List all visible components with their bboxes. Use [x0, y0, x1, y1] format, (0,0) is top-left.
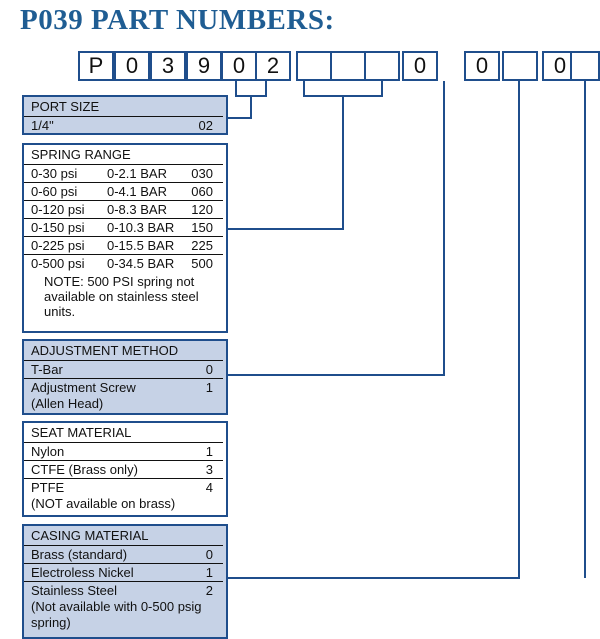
panel-header: CASING MATERIAL	[24, 526, 223, 546]
part-digit-box: 0	[114, 51, 150, 81]
psi-range: 0-60 psi	[31, 184, 78, 199]
psi-range: 0-120 psi	[31, 202, 85, 217]
option-code: 500	[191, 256, 213, 271]
bar-range: 0-4.1 BAR	[107, 184, 167, 199]
option-row	[24, 461, 223, 479]
option-row	[24, 443, 223, 461]
option-code: 02	[198, 118, 213, 133]
option-code: 3	[205, 462, 213, 477]
casing-material-panel	[22, 524, 228, 639]
port-size-panel	[22, 95, 228, 135]
part-digit-box: 9	[186, 51, 222, 81]
spring-range-panel	[22, 143, 228, 333]
part-digit-box: 0	[464, 51, 500, 81]
psi-range: 0-500 psi	[31, 256, 85, 271]
option-code: 030	[191, 166, 213, 181]
option-label: Electroless Nickel	[31, 565, 134, 580]
option-label: Brass (standard)	[31, 547, 128, 562]
option-row	[24, 546, 223, 564]
option-label: T-Bar	[31, 362, 63, 377]
panel-header: ADJUSTMENT METHOD	[24, 341, 223, 361]
option-code: 1	[205, 380, 213, 395]
option-code: 1	[205, 565, 213, 580]
option-label: Stainless Steel	[31, 583, 117, 598]
option-row	[24, 219, 223, 237]
option-row	[24, 201, 223, 219]
option-code: 0	[205, 362, 213, 377]
option-sublabel: (Allen Head)	[31, 396, 104, 411]
option-code: 120	[191, 202, 213, 217]
option-code: 2	[205, 583, 213, 598]
option-row	[24, 479, 223, 512]
psi-range: 0-225 psi	[31, 238, 85, 253]
option-sublabel: (Not available with 0-500 psig spring)	[31, 599, 202, 630]
page-title: P039 PART NUMBERS:	[20, 4, 335, 36]
panel-header: SPRING RANGE	[24, 145, 223, 165]
option-code: 060	[191, 184, 213, 199]
option-row	[24, 183, 223, 201]
option-row	[24, 564, 223, 582]
panel-header: SEAT MATERIAL	[24, 423, 223, 443]
option-label: CTFE (Brass only)	[31, 462, 138, 477]
option-label: Nylon	[31, 444, 65, 459]
psi-range: 0-150 psi	[31, 220, 85, 235]
part-digit-box: P	[78, 51, 114, 81]
option-row	[24, 255, 223, 272]
option-row	[24, 237, 223, 255]
bar-range: 0-34.5 BAR	[107, 256, 175, 271]
adjustment-method-panel	[22, 339, 228, 415]
option-label: 1/4"	[31, 118, 54, 133]
option-label: PTFE	[31, 480, 65, 495]
spring-note: NOTE: 500 PSI spring not available on stainless steel units.	[44, 274, 199, 319]
part-digit-box: 2	[255, 51, 291, 81]
option-code: 0	[205, 547, 213, 562]
panel-header: PORT SIZE	[24, 97, 223, 117]
bar-range: 0-10.3 BAR	[107, 220, 175, 235]
part-digit-box: 0	[542, 51, 578, 81]
option-row	[24, 165, 223, 183]
option-row	[24, 361, 223, 379]
seat-material-panel	[22, 421, 228, 517]
psi-range: 0-30 psi	[31, 166, 78, 181]
part-digit-box: 0	[402, 51, 438, 81]
option-label: Adjustment Screw	[31, 380, 136, 395]
option-row	[24, 117, 223, 134]
part-digit-box: 0	[221, 51, 257, 81]
option-sublabel: (NOT available on brass)	[31, 496, 176, 511]
option-code: 4	[205, 480, 213, 495]
option-code: 1	[205, 444, 213, 459]
option-code: 150	[191, 220, 213, 235]
bar-range: 0-2.1 BAR	[107, 166, 167, 181]
option-row	[24, 582, 223, 631]
option-row	[24, 379, 223, 412]
part-digit-box: 3	[150, 51, 186, 81]
bar-range: 0-8.3 BAR	[107, 202, 167, 217]
option-code: 225	[191, 238, 213, 253]
bar-range: 0-15.5 BAR	[107, 238, 175, 253]
